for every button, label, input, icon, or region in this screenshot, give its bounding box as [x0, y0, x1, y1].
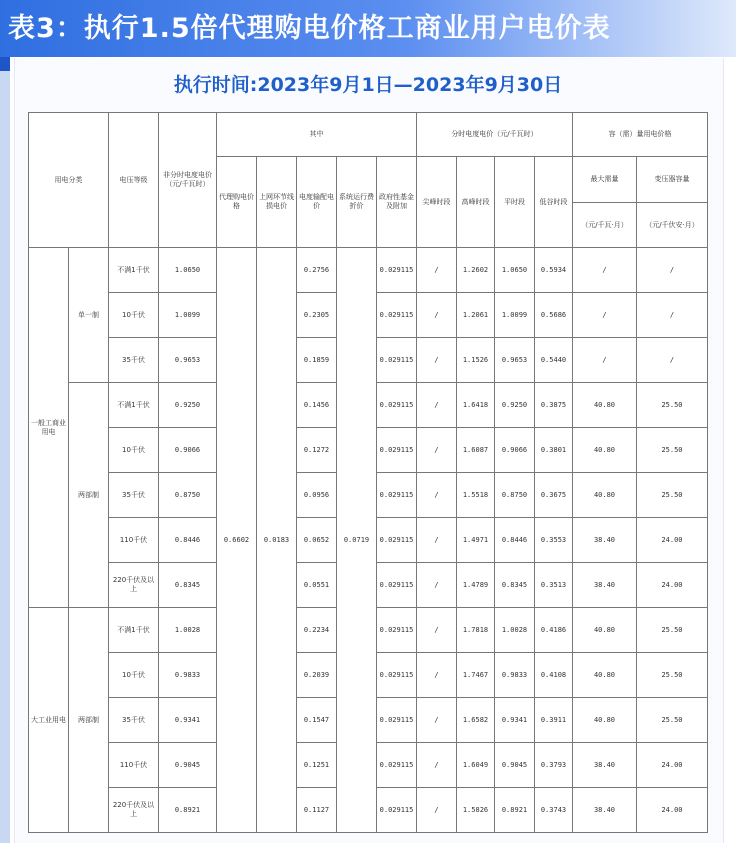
gov-fund-cell: 0.029115 [377, 473, 417, 518]
voltage-cell: 10千伏 [109, 293, 159, 338]
sharp-peak-cell: / [417, 428, 457, 473]
sharp-peak-cell: / [417, 248, 457, 293]
valley-cell: 0.5686 [535, 293, 573, 338]
flat-cell: 0.9341 [495, 698, 535, 743]
header-system-cost: 系统运行费折价 [337, 157, 377, 248]
peak-cell: 1.4789 [457, 563, 495, 608]
sharp-peak-cell: / [417, 338, 457, 383]
transformer-cell: 24.00 [637, 563, 708, 608]
peak-cell: 1.7467 [457, 653, 495, 698]
header-of-which: 其中 [217, 113, 417, 157]
voltage-cell: 220千伏及以上 [109, 788, 159, 833]
valley-cell: 0.3911 [535, 698, 573, 743]
header-grid-loss: 上网环节线损电价 [257, 157, 297, 248]
gov-fund-cell: 0.029115 [377, 248, 417, 293]
sharp-peak-cell: / [417, 698, 457, 743]
non-tou-price-cell: 0.8921 [159, 788, 217, 833]
header-category: 用电分类 [29, 113, 109, 248]
flat-cell: 0.9653 [495, 338, 535, 383]
voltage-cell: 220千伏及以上 [109, 563, 159, 608]
transmission-cell: 0.1127 [297, 788, 337, 833]
flat-cell: 0.8446 [495, 518, 535, 563]
transmission-cell: 0.1859 [297, 338, 337, 383]
peak-cell: 1.4971 [457, 518, 495, 563]
sharp-peak-cell: / [417, 788, 457, 833]
peak-cell: 1.1526 [457, 338, 495, 383]
valley-cell: 0.3801 [535, 428, 573, 473]
grid-loss-cell: 0.0183 [257, 248, 297, 833]
header-capacity-group: 容（需）量用电价格 [573, 113, 708, 157]
valley-cell: 0.3875 [535, 383, 573, 428]
flat-cell: 0.9250 [495, 383, 535, 428]
flat-cell: 0.8921 [495, 788, 535, 833]
peak-cell: 1.7818 [457, 608, 495, 653]
header-flat: 平时段 [495, 157, 535, 248]
non-tou-price-cell: 1.0028 [159, 608, 217, 653]
peak-cell: 1.2602 [457, 248, 495, 293]
voltage-cell: 不满1千伏 [109, 248, 159, 293]
voltage-cell: 不满1千伏 [109, 608, 159, 653]
proxy-price-cell: 0.6602 [217, 248, 257, 833]
transformer-cell: 25.50 [637, 608, 708, 653]
max-demand-cell: / [573, 338, 637, 383]
subtype-cell: 两部制 [69, 383, 109, 608]
tariff-table [28, 112, 708, 833]
transformer-cell: 24.00 [637, 518, 708, 563]
valley-cell: 0.3743 [535, 788, 573, 833]
flat-cell: 0.8345 [495, 563, 535, 608]
non-tou-price-cell: 0.8750 [159, 473, 217, 518]
non-tou-price-cell: 1.0099 [159, 293, 217, 338]
peak-cell: 1.6418 [457, 383, 495, 428]
max-demand-cell: 38.40 [573, 788, 637, 833]
voltage-cell: 10千伏 [109, 653, 159, 698]
transmission-cell: 0.1272 [297, 428, 337, 473]
flat-cell: 0.9833 [495, 653, 535, 698]
max-demand-cell: 40.80 [573, 383, 637, 428]
tariff-table-body [29, 113, 708, 833]
gov-fund-cell: 0.029115 [377, 698, 417, 743]
gov-fund-cell: 0.029115 [377, 563, 417, 608]
system-cost-cell: 0.0719 [337, 248, 377, 833]
max-demand-cell: 38.40 [573, 563, 637, 608]
gov-fund-cell: 0.029115 [377, 518, 417, 563]
non-tou-price-cell: 0.8446 [159, 518, 217, 563]
transformer-cell: 25.50 [637, 653, 708, 698]
transmission-cell: 0.0652 [297, 518, 337, 563]
transmission-cell: 0.1456 [297, 383, 337, 428]
effective-period-title: 执行时间:2023年9月1日—2023年9月30日 [173, 74, 563, 96]
transmission-cell: 0.2305 [297, 293, 337, 338]
peak-cell: 1.5518 [457, 473, 495, 518]
valley-cell: 0.3513 [535, 563, 573, 608]
transformer-cell: 25.50 [637, 428, 708, 473]
table-row [29, 248, 708, 293]
peak-cell: 1.6582 [457, 698, 495, 743]
header-proxy-price: 代理购电价格 [217, 157, 257, 248]
non-tou-price-cell: 0.9250 [159, 383, 217, 428]
max-demand-cell: 40.80 [573, 608, 637, 653]
gov-fund-cell: 0.029115 [377, 788, 417, 833]
header-transformer: 变压器容量 [637, 157, 708, 203]
flat-cell: 0.8750 [495, 473, 535, 518]
transformer-cell: 25.50 [637, 383, 708, 428]
valley-cell: 0.3553 [535, 518, 573, 563]
peak-cell: 1.6049 [457, 743, 495, 788]
transmission-cell: 0.2234 [297, 608, 337, 653]
valley-cell: 0.3793 [535, 743, 573, 788]
title-banner [0, 0, 736, 57]
subtype-cell: 两部制 [69, 608, 109, 833]
flat-cell: 1.0099 [495, 293, 535, 338]
voltage-cell: 10千伏 [109, 428, 159, 473]
header-transformer-unit: （元/千伏安·月） [637, 203, 708, 248]
peak-cell: 1.5826 [457, 788, 495, 833]
header-gov-fund: 政府性基金及附加 [377, 157, 417, 248]
transformer-cell: 25.50 [637, 698, 708, 743]
non-tou-price-cell: 1.0650 [159, 248, 217, 293]
transmission-cell: 0.0956 [297, 473, 337, 518]
transformer-cell: / [637, 248, 708, 293]
transformer-cell: 24.00 [637, 743, 708, 788]
transformer-cell: 25.50 [637, 473, 708, 518]
left-accent-block [0, 57, 10, 71]
header-row-1 [29, 113, 708, 157]
valley-cell: 0.5934 [535, 248, 573, 293]
transformer-cell: / [637, 338, 708, 383]
header-max-demand-unit: （元/千瓦·月） [573, 203, 637, 248]
transmission-cell: 0.2039 [297, 653, 337, 698]
flat-cell: 0.9066 [495, 428, 535, 473]
peak-cell: 1.2061 [457, 293, 495, 338]
banner-title: 表3：执行1.5倍代理购电价格工商业用户电价表 [8, 13, 611, 44]
sharp-peak-cell: / [417, 473, 457, 518]
sharp-peak-cell: / [417, 653, 457, 698]
transformer-cell: 24.00 [637, 788, 708, 833]
header-transmission: 电度输配电价 [297, 157, 337, 248]
sharp-peak-cell: / [417, 563, 457, 608]
max-demand-cell: 40.80 [573, 428, 637, 473]
voltage-cell: 110千伏 [109, 518, 159, 563]
voltage-cell: 110千伏 [109, 743, 159, 788]
non-tou-price-cell: 0.8345 [159, 563, 217, 608]
max-demand-cell: / [573, 248, 637, 293]
transmission-cell: 0.2756 [297, 248, 337, 293]
peak-cell: 1.6087 [457, 428, 495, 473]
sharp-peak-cell: / [417, 293, 457, 338]
transmission-cell: 0.1547 [297, 698, 337, 743]
valley-cell: 0.4108 [535, 653, 573, 698]
header-peak: 高峰时段 [457, 157, 495, 248]
category-cell: 大工业用电 [29, 608, 69, 833]
valley-cell: 0.3675 [535, 473, 573, 518]
valley-cell: 0.4186 [535, 608, 573, 653]
flat-cell: 1.0028 [495, 608, 535, 653]
flat-cell: 1.0650 [495, 248, 535, 293]
header-tou-group: 分时电度电价（元/千瓦时） [417, 113, 573, 157]
valley-cell: 0.5440 [535, 338, 573, 383]
sharp-peak-cell: / [417, 518, 457, 563]
max-demand-cell: 38.40 [573, 518, 637, 563]
sharp-peak-cell: / [417, 608, 457, 653]
voltage-cell: 35千伏 [109, 473, 159, 518]
category-cell: 一般工商业用电 [29, 248, 69, 608]
sharp-peak-cell: / [417, 383, 457, 428]
voltage-cell: 35千伏 [109, 698, 159, 743]
non-tou-price-cell: 0.9066 [159, 428, 217, 473]
max-demand-cell: 40.80 [573, 473, 637, 518]
gov-fund-cell: 0.029115 [377, 743, 417, 788]
voltage-cell: 不满1千伏 [109, 383, 159, 428]
non-tou-price-cell: 0.9653 [159, 338, 217, 383]
max-demand-cell: 40.80 [573, 698, 637, 743]
flat-cell: 0.9045 [495, 743, 535, 788]
sharp-peak-cell: / [417, 743, 457, 788]
gov-fund-cell: 0.029115 [377, 293, 417, 338]
header-non-tou-price: 非分时电度电价（元/千瓦时） [159, 113, 217, 248]
gov-fund-cell: 0.029115 [377, 653, 417, 698]
gov-fund-cell: 0.029115 [377, 608, 417, 653]
header-valley: 低谷时段 [535, 157, 573, 248]
non-tou-price-cell: 0.9833 [159, 653, 217, 698]
max-demand-cell: / [573, 293, 637, 338]
non-tou-price-cell: 0.9341 [159, 698, 217, 743]
max-demand-cell: 38.40 [573, 743, 637, 788]
header-sharp-peak: 尖峰时段 [417, 157, 457, 248]
voltage-cell: 35千伏 [109, 338, 159, 383]
left-accent-bar [0, 57, 10, 843]
transmission-cell: 0.0551 [297, 563, 337, 608]
gov-fund-cell: 0.029115 [377, 338, 417, 383]
transformer-cell: / [637, 293, 708, 338]
transmission-cell: 0.1251 [297, 743, 337, 788]
gov-fund-cell: 0.029115 [377, 383, 417, 428]
max-demand-cell: 40.80 [573, 653, 637, 698]
non-tou-price-cell: 0.9045 [159, 743, 217, 788]
subtype-cell: 单一制 [69, 248, 109, 383]
gov-fund-cell: 0.029115 [377, 428, 417, 473]
header-voltage: 电压等级 [109, 113, 159, 248]
header-max-demand: 最大需量 [573, 157, 637, 203]
